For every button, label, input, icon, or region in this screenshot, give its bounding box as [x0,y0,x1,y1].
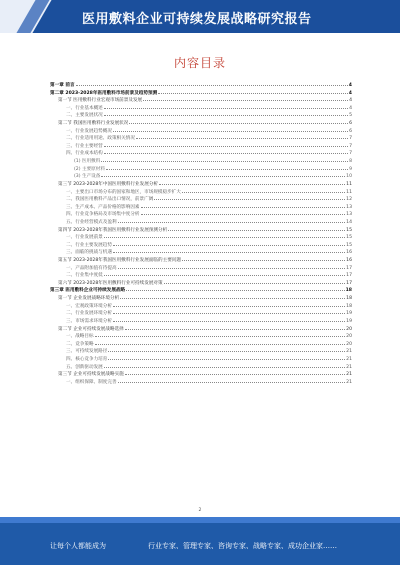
toc-entry[interactable] [50,287,352,295]
toc-leader-dots [154,199,345,200]
toc-leader-dots [104,367,345,368]
toc-entry-title: 一、行业发展前景 [66,235,103,241]
toc-entry-title: (3) 生产设备 [74,174,101,180]
toc-leader-dots [101,176,345,177]
toc-leader-dots [106,169,348,170]
toc-entry-page: 21 [346,349,352,355]
toc-entry-title: 一、宏观政策环境分析 [66,303,112,309]
toc-entry-page: 4 [348,83,352,88]
toc-entry-title: 二、行业主要发展趋势 [66,242,112,248]
toc-leader-dots [136,138,348,139]
toc-entry-page: 6 [349,121,352,127]
toc-entry-page: 12 [346,197,352,203]
toc-entry-page: 20 [346,326,352,332]
toc-entry-page: 18 [346,303,352,309]
toc-entry[interactable] [50,120,352,128]
toc-entry-title: 三、行业主要经营 [66,143,103,149]
toc-leader-dots [118,222,346,223]
toc-leader-dots [113,306,345,307]
toc-entry-page: 17 [346,273,352,279]
toc-entry[interactable] [50,97,352,105]
toc-leader-dots [129,123,348,124]
toc-leader-dots [125,374,345,375]
toc-leader-dots [76,85,348,86]
toc-entry-title: 三、面临的挑战与机遇 [66,250,112,256]
toc-entry-title: 三、可持续发展路径 [66,349,108,355]
toc-entry[interactable] [50,189,352,197]
toc-entry[interactable] [50,128,352,136]
toc-entry[interactable] [50,143,352,151]
toc-entry-title: 第三节 企业可持续发展战略实施 [58,372,124,378]
toc-entry-title: 四、行业竞争格局及市场集中度分析 [66,212,140,218]
toc-entry-page: 15 [346,227,352,233]
toc-leader-dots [104,108,348,109]
toc-leader-dots [182,192,345,193]
toc-leader-dots [168,230,345,231]
toc-leader-dots [126,290,344,291]
toc-entry[interactable] [50,82,352,90]
toc-entry[interactable] [50,227,352,235]
toc-entry[interactable] [50,234,352,242]
toc-entry[interactable] [50,295,352,303]
toc-entry[interactable] [50,379,352,387]
toc-entry[interactable] [50,90,352,98]
toc-leader-dots [164,283,346,284]
toc-entry-title: 一、行业发展趋势概况 [66,128,112,134]
toc-entry-page: 17 [346,265,352,271]
toc-entry-page: 19 [346,311,352,317]
toc-entry-page: 17 [346,280,352,286]
toc-entry-page: 16 [346,250,352,256]
toc-entry[interactable] [50,158,352,166]
toc-entry[interactable] [50,310,352,318]
toc-entry-title: 四、行业成本结构 [66,151,103,157]
toc-leader-dots [143,100,348,101]
toc-entry-title: 第二节 我国医用敷料行业发展状况 [58,121,129,127]
toc-entry[interactable] [50,219,352,227]
toc-leader-dots [120,298,345,299]
toc-entry[interactable] [50,150,352,158]
toc-entry[interactable] [50,272,352,280]
toc-entry-title: 第一章 前言 [50,83,75,88]
toc-leader-dots [104,237,345,238]
toc-entry-title: 第四节 2023-2028年我国医用敷料行业发展预测分析 [58,227,168,233]
toc-leader-dots [141,207,346,208]
toc-entry[interactable] [50,166,352,174]
toc-entry[interactable] [50,333,352,341]
toc-entry-page: 10 [346,174,352,180]
toc-entry-title: 五、行业经营模式及盈利 [66,219,117,225]
toc-leader-dots [141,214,346,215]
toc-entry-title: 一、主要出口市场分布的国家和地区，市场规模稳步扩大 [66,189,181,195]
footer-accent-band [0,517,400,523]
footer-slogan-right: 行业专家、管理专家、咨询专家、战略专家、成功企业家…… [148,542,337,550]
toc-entry-title: 第三节 2023-2028年中国医用敷料行业发展分析 [58,181,159,187]
toc-entry-page: 18 [345,288,352,294]
toc-entry-title: 一、行业基本概述 [66,105,103,111]
toc-entry-title: 二、竞争策略 [66,341,94,347]
toc-entry-page: 15 [346,235,352,241]
toc-leader-dots [95,344,346,345]
report-title: 医用敷料企业可持续发展战略研究报告 [82,12,312,27]
toc-entry[interactable] [50,348,352,356]
toc-entry-page: 18 [346,296,352,302]
toc-leader-dots [113,313,345,314]
toc-entry-page: 5 [349,113,352,119]
toc-entry[interactable] [50,280,352,288]
page-number: 2 [198,508,202,513]
toc-entry-title: 三、生产成本、产品价格的影响因素 [66,204,140,210]
toc-entry-title: 第一节 企业发展战略环境分析 [58,296,120,302]
table-of-contents [50,82,352,386]
toc-entry-title: 第五节 2023-2028年我国医用敷料行业发展面临的主要问题 [58,258,181,264]
toc-entry-title: 第一节 医用敷料行业宏观市场前景及发展 [58,98,143,104]
toc-entry-page: 9 [349,166,352,172]
toc-entry-title: 一、组织保障、制度完善 [66,379,117,385]
toc-entry[interactable] [50,364,352,372]
toc-entry-title: 三、市场需求环境分析 [66,318,112,324]
toc-entry[interactable] [50,249,352,257]
toc-leader-dots [101,161,348,162]
toc-leader-dots [104,153,348,154]
toc-entry-title: 二、行业发展环境分析 [66,311,112,317]
toc-entry[interactable] [50,211,352,219]
toc-leader-dots [108,359,345,360]
toc-entry-title: (1) 医用敷料 [74,159,101,165]
toc-entry-page: 13 [346,212,352,218]
toc-entry-title: 一、战略目标 [66,334,94,340]
toc-entry[interactable] [50,181,352,189]
toc-entry-title: 四、核心竞争力培育 [66,356,108,362]
toc-entry-page: 8 [349,159,352,165]
toc-entry-title: 一、产品附加值有待提高 [66,265,117,271]
toc-entry-title: (2) 主要原材料 [74,166,105,172]
toc-entry-page: 4 [349,105,352,111]
toc-entry[interactable] [50,326,352,334]
toc-entry-title: 二、我国医用敷料产品出口情况，前景广阔 [66,197,154,203]
toc-entry-title: 第二节 企业可持续发展战略选择 [58,326,124,332]
footer-slogan-left: 让每个人都能成为 [50,542,106,550]
toc-entry[interactable] [50,265,352,273]
toc-entry[interactable] [50,112,352,120]
toc-entry-page: 15 [346,242,352,248]
toc-entry-page: 21 [346,372,352,378]
toc-entry[interactable] [50,371,352,379]
toc-leader-dots [113,252,345,253]
toc-entry-title: 第二章 2023-2028年医用敷料市场前景及趋势预测 [50,90,158,96]
toc-entry[interactable] [50,196,352,204]
toc-leader-dots [125,329,345,330]
toc-leader-dots [182,260,345,261]
toc-entry[interactable] [50,257,352,265]
toc-entry-title: 第六节 2023-2028年医用敷料行业可持续发展对策 [58,280,163,286]
toc-entry[interactable] [50,341,352,349]
toc-entry-page: 16 [346,258,352,264]
toc-leader-dots [118,382,346,383]
toc-leader-dots [95,336,346,337]
toc-entry[interactable] [50,135,352,143]
toc-entry[interactable] [50,204,352,212]
toc-entry-page: 21 [346,379,352,385]
toc-leader-dots [104,115,348,116]
toc-entry-page: 7 [349,143,352,149]
toc-entry-page: 4 [349,98,352,104]
toc-entry-page: 7 [349,151,352,157]
toc-entry-page: 20 [346,341,352,347]
toc-leader-dots [118,268,346,269]
toc-entry-title: 第三章 医用敷料企业可持续发展战略 [50,288,126,294]
toc-entry[interactable] [50,105,352,113]
toc-leader-dots [158,93,348,94]
toc-entry[interactable] [50,303,352,311]
toc-heading: 内容目录 [173,56,226,70]
toc-leader-dots [113,245,345,246]
report-footer [0,517,400,565]
toc-entry-page: 11 [346,181,352,187]
toc-entry-title: 二、主要发展状况 [66,113,103,119]
toc-entry-page: 7 [349,136,352,142]
toc-entry-title: 二、行业适用用途、政策相关情况 [66,136,135,142]
toc-entry-page: 21 [346,364,352,370]
toc-entry-page: 6 [349,128,352,134]
toc-entry-page: 21 [346,356,352,362]
toc-entry-page: 14 [346,219,352,225]
toc-entry[interactable] [50,173,352,181]
toc-entry-page: 20 [346,334,352,340]
toc-entry-title: 五、创新驱动发展 [66,364,103,370]
toc-leader-dots [113,131,348,132]
toc-entry[interactable] [50,318,352,326]
toc-entry-page: 19 [346,318,352,324]
toc-entry-page: 4 [348,90,352,96]
toc-leader-dots [104,275,345,276]
toc-entry[interactable] [50,242,352,250]
toc-entry-page: 11 [346,189,352,195]
toc-leader-dots [113,321,345,322]
report-header [0,0,400,33]
toc-leader-dots [104,146,348,147]
toc-leader-dots [159,184,345,185]
toc-entry-title: 二、行业集中度低 [66,273,103,279]
toc-leader-dots [108,351,345,352]
toc-entry[interactable] [50,356,352,364]
toc-entry-page: 13 [346,204,352,210]
